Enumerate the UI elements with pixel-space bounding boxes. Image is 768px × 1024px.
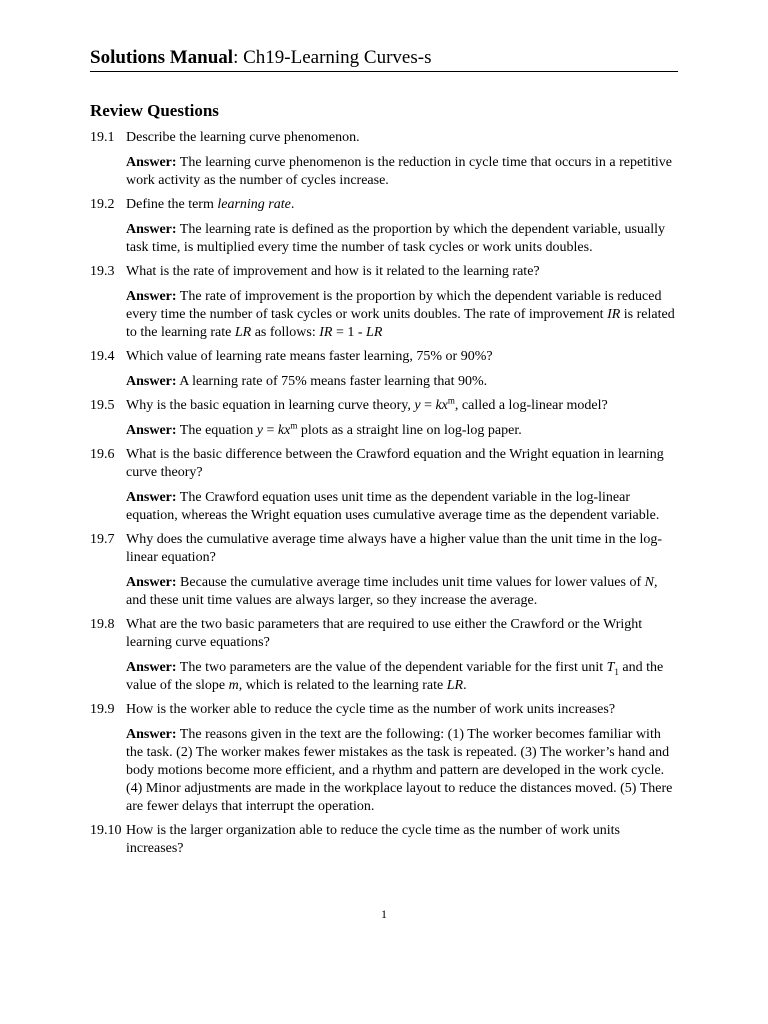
answer-text — [90, 489, 680, 525]
text-run: The learning rate is defined as the proportion by which the dependent variable, usually task time, is multiplied every time the number of task cycles or work units doubles. — [126, 222, 665, 255]
question-text — [90, 196, 680, 214]
text-run: Why does the cumulative average time always have a higher value than the unit time in the log-linear equation? — [126, 532, 663, 565]
answer-text — [90, 726, 680, 816]
review-question-item — [90, 397, 680, 440]
text-run: = — [263, 423, 278, 438]
question-number: 19.1 — [90, 130, 115, 145]
question-text — [90, 616, 680, 652]
question-number: 19.6 — [90, 447, 115, 462]
answer-text — [90, 574, 680, 610]
question-text — [90, 701, 680, 719]
answer-text — [90, 659, 680, 695]
text-run: plots as a straight line on log-log paper. — [297, 423, 522, 438]
question-text — [90, 397, 680, 415]
question-text — [90, 531, 680, 567]
question-number: 19.3 — [90, 264, 115, 279]
document-header — [90, 46, 678, 72]
text-run: , which is related to the learning rate — [238, 678, 447, 693]
text-run: LR — [234, 325, 252, 340]
review-question-item — [90, 129, 680, 190]
text-run: = — [420, 398, 436, 413]
text-run: The rate of improvement is the proportion by which the dependent variable is reduced every time the number of task cycles or work units doubles. The rate of improvement — [126, 289, 662, 322]
text-run: N — [644, 575, 654, 590]
text-run: . — [463, 678, 467, 693]
review-question-item — [90, 531, 680, 610]
text-run: is related to the learning rate — [126, 307, 675, 340]
answer-label: Answer: — [126, 155, 177, 170]
text-run: Describe the learning curve phenomenon. — [126, 130, 360, 145]
review-question-item — [90, 616, 680, 695]
question-number: 19.8 — [90, 617, 115, 632]
text-run: What is the rate of improvement and how is it related to the learning rate? — [126, 264, 540, 279]
answer-label: Answer: — [126, 727, 177, 742]
text-run: learning rate — [217, 197, 291, 212]
text-run: y — [414, 398, 421, 413]
question-text — [90, 263, 680, 281]
text-run: LR — [446, 678, 464, 693]
answer-text — [90, 422, 680, 440]
review-question-item — [90, 701, 680, 816]
text-run: The reasons given in the text are the following: (1) The worker becomes familiar with the task. (2) The worker makes fewer mistakes as the task is repeated. (3) The worker’s hand and body motions become more efficient, and a rhythm and pattern are developed in the work cycle. (4) Minor adjustments are made in the workplace layout to reduce the distances moved. (5) There are fewer delays that interrupt the operation. — [126, 727, 673, 814]
question-number: 19.4 — [90, 349, 115, 364]
question-text — [90, 348, 680, 366]
answer-text — [90, 221, 680, 257]
text-run: Because the cumulative average time includes unit time values for lower values of — [180, 575, 645, 590]
text-run: Why is the basic equation in learning curve theory, — [126, 398, 415, 413]
text-run: and the value of the slope — [126, 660, 664, 693]
text-run: A learning rate of 75% means faster learning that 90%. — [179, 374, 488, 389]
text-run: T — [606, 660, 615, 675]
text-run: , called a log-linear model? — [454, 398, 608, 413]
answer-label: Answer: — [126, 575, 177, 590]
text-run: LR — [366, 325, 383, 340]
text-run: m — [447, 395, 455, 406]
answer-text — [90, 288, 680, 342]
question-list — [90, 129, 680, 865]
text-run: 1 — [614, 666, 619, 677]
text-run: as follows: — [251, 325, 320, 340]
answer-label: Answer: — [126, 374, 177, 389]
text-run: IR — [607, 307, 621, 322]
text-run: = 1 - — [332, 325, 367, 340]
question-text — [90, 129, 680, 147]
question-text — [90, 822, 680, 858]
text-run: Which value of learning rate means faster learning, 75% or 90%? — [126, 349, 493, 364]
question-text — [90, 446, 680, 482]
answer-label: Answer: — [126, 490, 177, 505]
text-run: , and these unit time values are always larger, so they increase the average. — [126, 575, 658, 608]
text-run: What are the two basic parameters that are required to use either the Crawford or the Wright learning curve equations? — [126, 617, 643, 650]
question-number: 19.9 — [90, 702, 115, 717]
text-run: m — [290, 420, 298, 431]
text-run: How is the worker able to reduce the cycle time as the number of work units increases? — [126, 702, 616, 717]
question-number: 19.2 — [90, 197, 115, 212]
answer-label: Answer: — [126, 423, 177, 438]
answer-label: Answer: — [126, 222, 177, 237]
review-question-item — [90, 348, 680, 391]
text-run: The equation — [179, 423, 257, 438]
text-run: IR — [319, 325, 333, 340]
answer-text — [90, 154, 680, 190]
text-run: Define the term — [126, 197, 218, 212]
question-number: 19.5 — [90, 398, 115, 413]
text-run: How is the larger organization able to reduce the cycle time as the number of work units increases? — [126, 823, 620, 856]
answer-label: Answer: — [126, 660, 177, 675]
text-run: kx — [435, 398, 448, 413]
text-run: The learning curve phenomenon is the reduction in cycle time that occurs in a repetitive work activity as the number of cycles increase. — [126, 155, 672, 188]
review-question-item — [90, 822, 680, 858]
text-run: m — [228, 678, 239, 693]
page-number: 1 — [381, 907, 387, 921]
text-run: y — [256, 423, 263, 438]
text-run: The two parameters are the value of the dependent variable for the first unit — [179, 660, 607, 675]
header-title-bold: Solutions Manual — [90, 47, 234, 68]
review-question-item — [90, 263, 680, 342]
question-number: 19.10 — [90, 823, 122, 838]
section-title: Review Questions — [90, 101, 219, 120]
answer-label: Answer: — [126, 289, 177, 304]
header-title-rest: : Ch19-Learning Curves-s — [233, 47, 432, 68]
answer-text — [90, 373, 680, 391]
text-run: . — [290, 197, 295, 212]
text-run: kx — [277, 423, 291, 438]
question-number: 19.7 — [90, 532, 115, 547]
review-question-item — [90, 196, 680, 257]
text-run: What is the basic difference between the Crawford equation and the Wright equation in learning curve theory? — [126, 447, 664, 480]
text-run: The Crawford equation uses unit time as the dependent variable in the log-linear equation, whereas the Wright equation uses cumulative average time as the dependent variable. — [126, 490, 660, 523]
review-question-item — [90, 446, 680, 525]
